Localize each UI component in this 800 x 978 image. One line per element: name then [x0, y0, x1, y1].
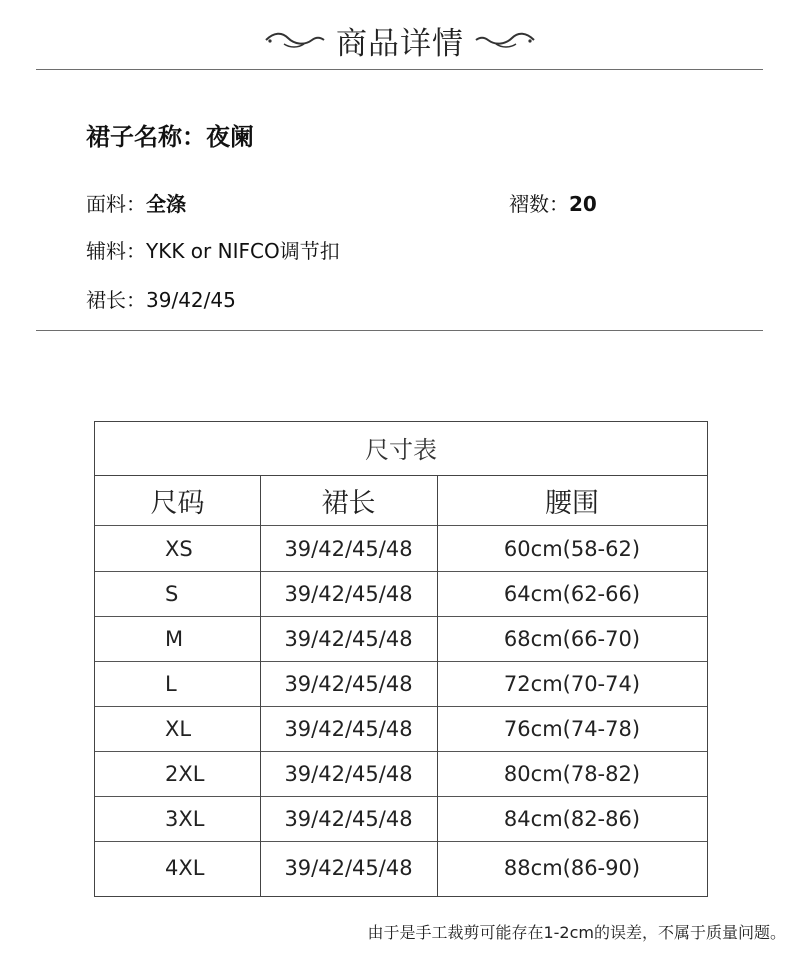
length-cell: 39/42/45/48 — [284, 716, 413, 741]
size-cell: S — [165, 581, 179, 606]
waist-cell: 80cm(78-82) — [503, 761, 641, 786]
pleats-value: 20 — [569, 192, 597, 216]
length-cell: 39/42/45/48 — [284, 581, 413, 606]
fabric-label: 面料： — [86, 192, 146, 216]
table-row — [95, 796, 707, 841]
accessories-info — [86, 235, 340, 264]
size-cell: 4XL — [165, 856, 205, 880]
header-waist: 腰围 — [545, 488, 599, 519]
pleats-label: 褶数： — [509, 192, 569, 216]
table-row — [95, 751, 707, 796]
waist-cell: 64cm(62-66) — [503, 581, 641, 606]
column-divider — [437, 476, 438, 896]
flourish-right-icon — [474, 28, 536, 52]
waist-cell: 72cm(70-74) — [503, 671, 641, 696]
info-divider — [36, 330, 763, 331]
table-row — [95, 661, 707, 706]
table-row — [95, 571, 707, 616]
length-cell: 39/42/45/48 — [284, 856, 413, 880]
size-cell: 2XL — [165, 761, 205, 786]
waist-cell: 76cm(74-78) — [503, 716, 641, 741]
size-table — [94, 421, 708, 897]
length-cell: 39/42/45/48 — [284, 806, 413, 831]
waist-cell: 88cm(86-90) — [503, 856, 641, 880]
product-name: 裙子名称：夜阑 — [86, 123, 254, 151]
fabric-info — [86, 188, 186, 217]
accessories-value: YKK or NIFCO调节扣 — [146, 239, 340, 263]
table-row — [95, 706, 707, 751]
page-title: 商品详情 — [336, 25, 464, 62]
table-row — [95, 526, 707, 571]
column-divider — [260, 476, 261, 896]
size-cell: 3XL — [165, 806, 205, 831]
header-divider — [36, 69, 763, 70]
disclaimer-note: 由于是手工裁剪可能存在1-2cm的误差，不属于质量问题。 — [367, 923, 786, 942]
waist-cell: 68cm(66-70) — [503, 626, 641, 651]
length-label: 裙长： — [86, 288, 146, 312]
pleats-info — [509, 188, 597, 217]
waist-cell: 84cm(82-86) — [503, 806, 641, 831]
length-cell: 39/42/45/48 — [284, 536, 413, 561]
table-row — [95, 842, 707, 894]
flourish-left-icon — [264, 28, 326, 52]
page-header — [0, 12, 800, 68]
header-length: 裙长 — [321, 488, 376, 519]
length-cell: 39/42/45/48 — [284, 671, 413, 696]
waist-cell: 60cm(58-62) — [503, 536, 641, 561]
length-cell: 39/42/45/48 — [284, 626, 413, 651]
size-table-title: 尺寸表 — [95, 422, 707, 476]
size-cell: XL — [165, 716, 192, 741]
table-header-row — [95, 476, 707, 525]
header-size: 尺码 — [150, 488, 205, 519]
fabric-value: 全涤 — [146, 192, 186, 216]
size-cell: L — [165, 671, 177, 696]
length-info — [86, 284, 236, 313]
size-cell: XS — [165, 536, 193, 561]
length-value: 39/42/45 — [146, 288, 236, 312]
accessories-label: 辅料： — [86, 239, 146, 263]
size-cell: M — [165, 626, 184, 651]
table-row — [95, 616, 707, 661]
length-cell: 39/42/45/48 — [284, 761, 413, 786]
